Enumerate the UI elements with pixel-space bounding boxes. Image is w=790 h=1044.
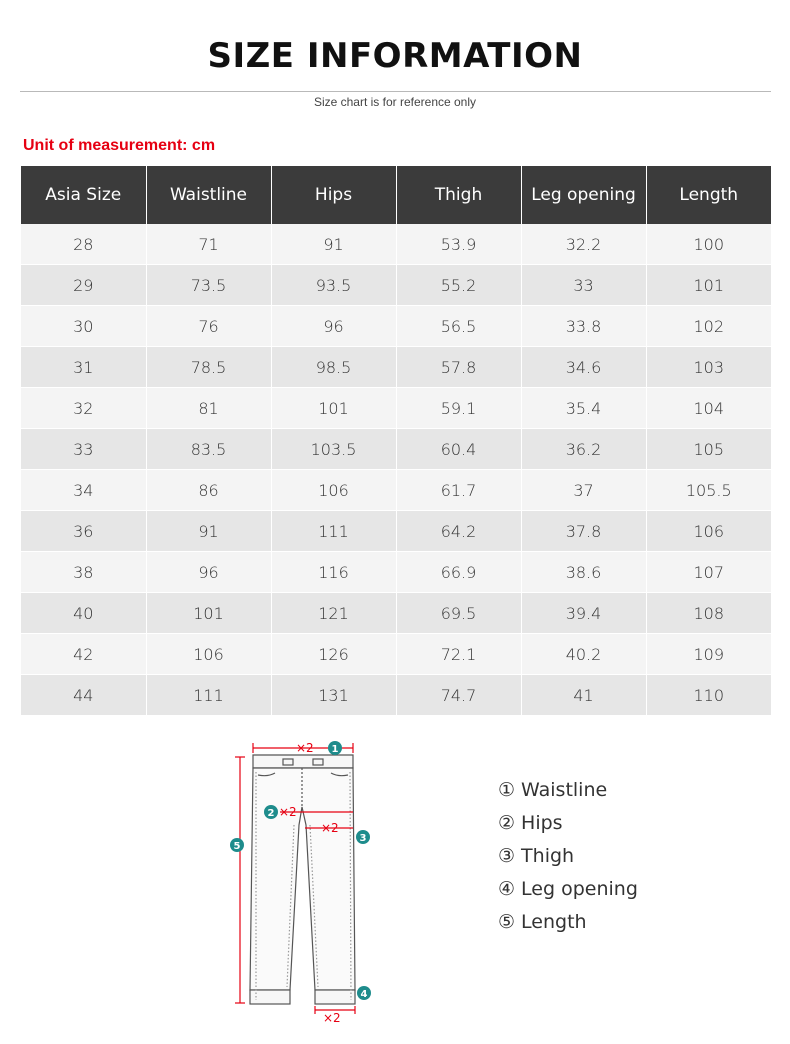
legend-item-leg-opening: ④ Leg opening xyxy=(498,878,638,900)
column-header: Hips xyxy=(271,166,396,224)
table-cell: 38 xyxy=(21,552,146,593)
marker-2 xyxy=(264,805,278,819)
marker-1 xyxy=(328,741,342,755)
table-cell: 107 xyxy=(646,552,771,593)
table-cell: 105 xyxy=(646,429,771,470)
legend-item-waistline: ① Waistline xyxy=(498,779,608,801)
table-cell: 111 xyxy=(271,511,396,552)
table-cell: 64.2 xyxy=(396,511,521,552)
column-header: Asia Size xyxy=(21,166,146,224)
table-cell: 101 xyxy=(146,593,271,634)
table-cell: 37.8 xyxy=(521,511,646,552)
svg-text:5: 5 xyxy=(233,841,241,852)
table-cell: 32.2 xyxy=(521,224,646,265)
table-row xyxy=(21,388,771,429)
table-cell: 69.5 xyxy=(396,593,521,634)
table-row xyxy=(21,552,771,593)
table-cell: 106 xyxy=(146,634,271,675)
table-cell: 108 xyxy=(646,593,771,634)
waistline-multiplier: ×2 xyxy=(296,741,314,755)
unit-note: Unit of measurement: cm xyxy=(23,137,216,154)
table-cell: 38.6 xyxy=(521,552,646,593)
table-cell: 98.5 xyxy=(271,347,396,388)
table-cell: 83.5 xyxy=(146,429,271,470)
table-cell: 33.8 xyxy=(521,306,646,347)
table-cell: 91 xyxy=(146,511,271,552)
table-cell: 78.5 xyxy=(146,347,271,388)
table-cell: 61.7 xyxy=(396,470,521,511)
table-cell: 91 xyxy=(271,224,396,265)
svg-text:3: 3 xyxy=(359,833,367,844)
column-header: Thigh xyxy=(396,166,521,224)
table-cell: 121 xyxy=(271,593,396,634)
table-cell: 37 xyxy=(521,470,646,511)
hips-multiplier: ×2 xyxy=(279,805,297,819)
table-cell: 59.1 xyxy=(396,388,521,429)
table-header-row xyxy=(21,166,771,224)
table-cell: 76 xyxy=(146,306,271,347)
pants-illustration xyxy=(250,755,355,1004)
table-cell: 42 xyxy=(21,634,146,675)
pants-measurement-diagram xyxy=(220,735,380,1030)
table-cell: 55.2 xyxy=(396,265,521,306)
thigh-multiplier: ×2 xyxy=(321,821,339,835)
size-table xyxy=(21,166,771,716)
table-cell: 28 xyxy=(21,224,146,265)
table-cell: 33 xyxy=(521,265,646,306)
table-cell: 101 xyxy=(271,388,396,429)
svg-text:1: 1 xyxy=(331,744,339,755)
table-row xyxy=(21,511,771,552)
table-cell: 30 xyxy=(21,306,146,347)
table-cell: 44 xyxy=(21,675,146,716)
title-divider xyxy=(20,91,771,92)
measurement-legend xyxy=(498,777,638,942)
table-cell: 40 xyxy=(21,593,146,634)
table-cell: 66.9 xyxy=(396,552,521,593)
table-row xyxy=(21,224,771,265)
table-cell: 101 xyxy=(646,265,771,306)
table-cell: 35.4 xyxy=(521,388,646,429)
table-cell: 110 xyxy=(646,675,771,716)
table-row xyxy=(21,429,771,470)
table-cell: 29 xyxy=(21,265,146,306)
table-cell: 33 xyxy=(21,429,146,470)
table-cell: 111 xyxy=(146,675,271,716)
table-body xyxy=(21,224,771,716)
column-header: Leg opening xyxy=(521,166,646,224)
table-cell: 56.5 xyxy=(396,306,521,347)
table-cell: 126 xyxy=(271,634,396,675)
svg-text:2: 2 xyxy=(267,808,275,819)
table-cell: 71 xyxy=(146,224,271,265)
marker-3 xyxy=(356,830,370,844)
table-row xyxy=(21,675,771,716)
table-cell: 100 xyxy=(646,224,771,265)
table-cell: 36 xyxy=(21,511,146,552)
table-cell: 81 xyxy=(146,388,271,429)
table-row xyxy=(21,265,771,306)
table-cell: 34.6 xyxy=(521,347,646,388)
marker-4 xyxy=(357,986,371,1000)
table-cell: 93.5 xyxy=(271,265,396,306)
page-title: SIZE INFORMATION xyxy=(207,36,583,76)
table-cell: 109 xyxy=(646,634,771,675)
legend-item-length: ⑤ Length xyxy=(498,911,587,933)
table-cell: 36.2 xyxy=(521,429,646,470)
table-row xyxy=(21,347,771,388)
table-cell: 72.1 xyxy=(396,634,521,675)
table-cell: 57.8 xyxy=(396,347,521,388)
table-cell: 116 xyxy=(271,552,396,593)
table-cell: 105.5 xyxy=(646,470,771,511)
table-cell: 32 xyxy=(21,388,146,429)
table-cell: 103 xyxy=(646,347,771,388)
table-cell: 103.5 xyxy=(271,429,396,470)
table-cell: 40.2 xyxy=(521,634,646,675)
leg-opening-multiplier: ×2 xyxy=(323,1011,341,1025)
table-row xyxy=(21,306,771,347)
reference-note: Size chart is for reference only xyxy=(313,95,477,109)
table-cell: 39.4 xyxy=(521,593,646,634)
table-cell: 74.7 xyxy=(396,675,521,716)
table-cell: 31 xyxy=(21,347,146,388)
table-cell: 60.4 xyxy=(396,429,521,470)
legend-item-hips: ② Hips xyxy=(498,812,563,834)
table-cell: 53.9 xyxy=(396,224,521,265)
table-cell: 131 xyxy=(271,675,396,716)
table-cell: 96 xyxy=(146,552,271,593)
table-cell: 106 xyxy=(646,511,771,552)
table-row xyxy=(21,470,771,511)
table-cell: 96 xyxy=(271,306,396,347)
table-cell: 86 xyxy=(146,470,271,511)
table-cell: 106 xyxy=(271,470,396,511)
marker-5 xyxy=(230,838,244,852)
table-cell: 34 xyxy=(21,470,146,511)
table-cell: 102 xyxy=(646,306,771,347)
table-row xyxy=(21,634,771,675)
column-header: Waistline xyxy=(146,166,271,224)
column-header: Length xyxy=(646,166,771,224)
table-cell: 104 xyxy=(646,388,771,429)
svg-text:4: 4 xyxy=(360,989,368,1000)
table-cell: 73.5 xyxy=(146,265,271,306)
table-cell: 41 xyxy=(521,675,646,716)
legend-item-thigh: ③ Thigh xyxy=(498,845,575,867)
table-row xyxy=(21,593,771,634)
